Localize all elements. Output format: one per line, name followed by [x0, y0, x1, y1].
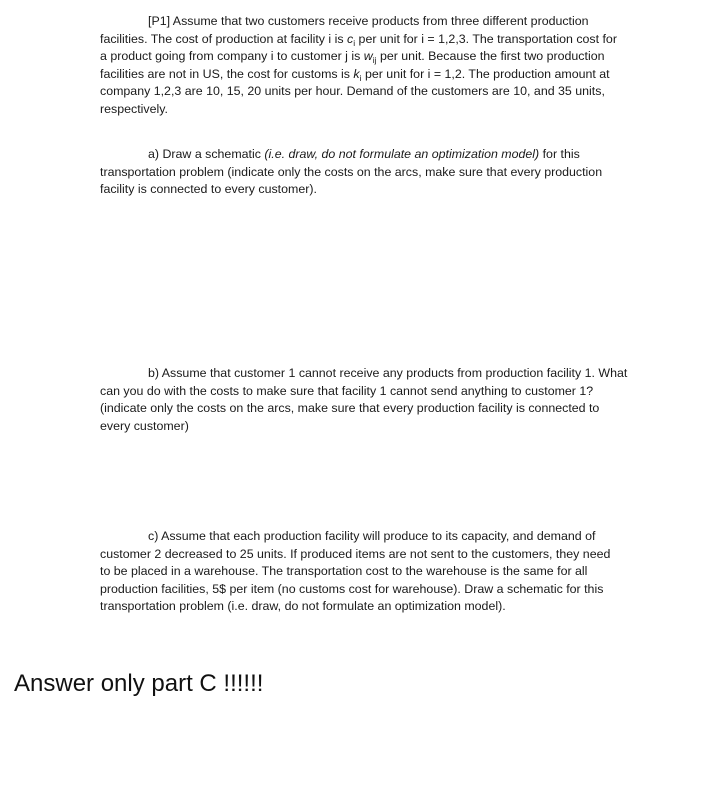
part-a: [100, 146, 690, 199]
var-c: c: [347, 31, 354, 46]
part-c-line-4: production facilities, 5$ per item (no customs cost for warehouse). Draw a schematic for this: [100, 581, 604, 596]
answer-note: Answer only part C !!!!!!: [14, 670, 264, 697]
part-c: [100, 528, 690, 616]
intro-line-5: company 1,2,3 are 10, 15, 20 units per hour. Demand of the customers are 10, and 35 units,: [100, 84, 605, 99]
var-k: k: [353, 66, 360, 81]
intro-line-3: a product going from company i to customer j is $w_{ij}$ per unit. Because the first two production: [100, 49, 605, 66]
var-w: w: [363, 49, 373, 64]
part-c-line-3: to be placed in a warehouse. The transportation cost to the warehouse is the same for all: [100, 564, 588, 579]
part-a-line-3: facility is connected to every customer).: [100, 182, 317, 197]
part-c-line-1: c) Assume that each production facility will produce to its capacity, and demand of: [148, 529, 596, 543]
part-b-line-3: (indicate only the costs on the arcs, make sure that every production facility is connected to: [100, 401, 600, 416]
part-a-line-2: transportation problem (indicate only the costs on the arcs, make sure that every production: [100, 164, 603, 179]
problem-intro: [100, 13, 690, 119]
part-b: [100, 365, 690, 435]
part-b-line-1: b) Assume that customer 1 cannot receive any products from production facility 1. What: [148, 366, 628, 380]
part-b-line-2: can you do with the costs to make sure that facility 1 cannot send anything to customer 1?: [100, 383, 594, 398]
part-b-line-4: every customer): [100, 418, 189, 433]
intro-line-1: [P1] Assume that two customers receive products from three different production: [148, 14, 589, 28]
part-c-line-2: customer 2 decreased to 25 units. If produced items are not sent to the customers, they need: [100, 546, 611, 561]
part-a-line-1: a) Draw a schematic (i.e. draw, do not formulate an optimization model) for this: [148, 147, 580, 161]
intro-line-6: respectively.: [100, 101, 168, 116]
intro-line-4: facilities are not in US, the cost for customs is $k_i$ per unit for i = 1,2. The production amount at: [100, 66, 610, 83]
part-c-line-5: transportation problem (i.e. draw, do not formulate an optimization model).: [100, 599, 506, 614]
intro-line-2: facilities. The cost of production at facility i is $c_i$ per unit for i = 1,2,3. The transportation cost for: [100, 31, 617, 48]
